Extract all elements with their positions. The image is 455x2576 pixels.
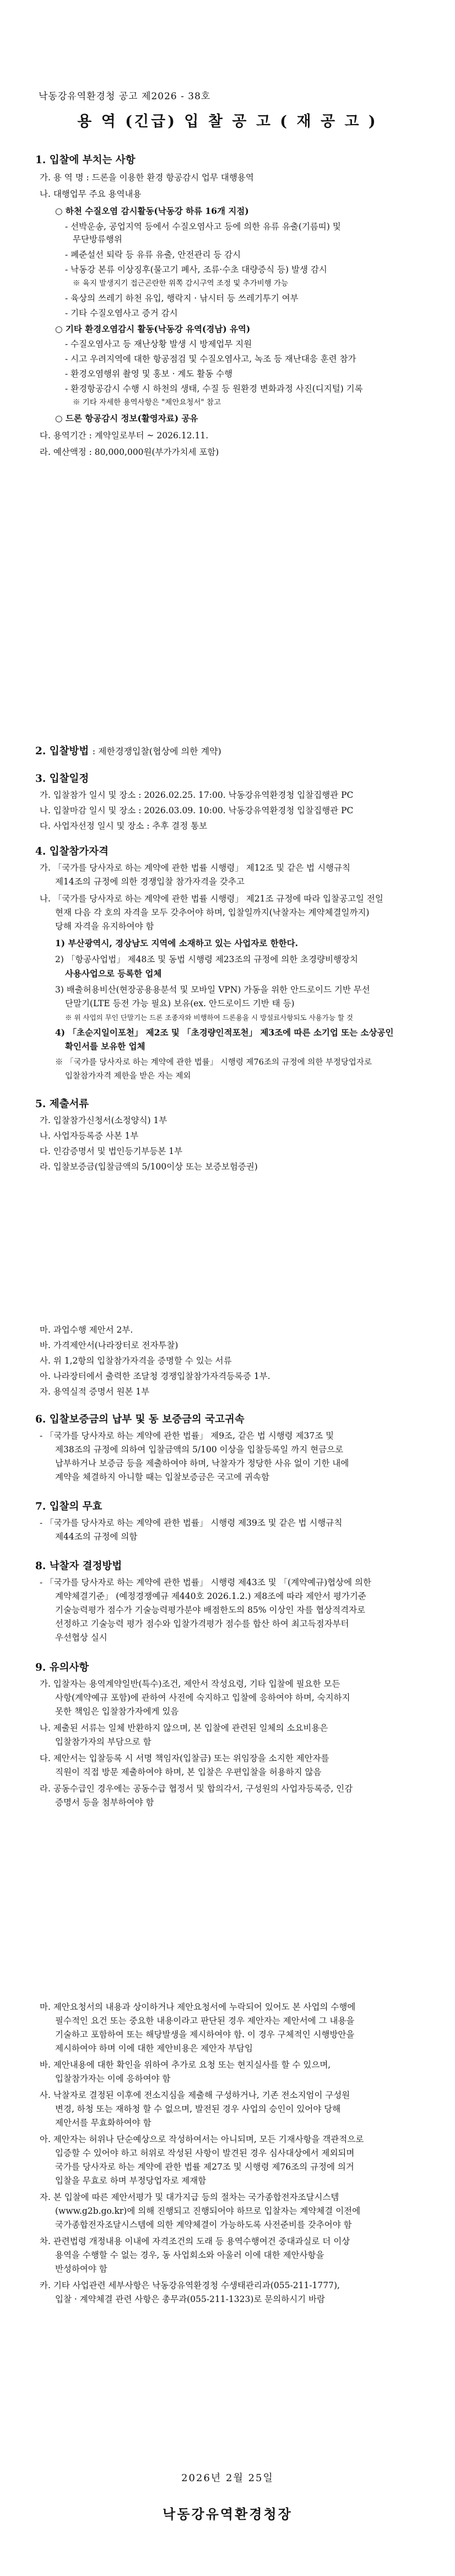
section-5-heading: 5. 제출서류 xyxy=(35,1098,89,1110)
section-7-heading: 7. 입찰의 무효 xyxy=(35,1501,102,1512)
schedule-deadline: 나. 입찰마감 일시 및 장소 : 2026.03.09. 10:00. 낙동강유역환경청 입찰집행관 PC xyxy=(40,806,354,815)
note-ga-2: 사항(계약예규 포함)에 관하여 사전에 숙지하고 입찰에 응하여야 하며, 숙지하지 xyxy=(55,1693,350,1703)
doc-ja: 자. 용역실적 증명서 원본 1부 xyxy=(40,1387,150,1397)
doc-ga: 가. 입찰참가신청서(소정양식) 1부 xyxy=(40,1115,167,1125)
deposit-line-1: - 「국가를 당사자로 하는 계약에 관한 법률」 제9조, 같은 법 시행령 제37조 및 xyxy=(40,1431,334,1441)
scope-item-1a-cont: 무단방류행위 xyxy=(73,234,122,244)
doc-da: 다. 인감증명서 및 법인등기부등본 1부 xyxy=(40,1146,183,1156)
scope-item-2a: - 수질오염사고 등 재난상황 발생 시 방제업무 지원 xyxy=(65,339,252,349)
note-ma-1: 마. 제안요청서의 내용과 상이하거나 제안요청서에 누락되어 있어도 본 사업의 수행에 xyxy=(40,2002,356,2012)
qual-note-a: ※ 「국가를 당사자로 하는 계약에 관한 법률」 시행령 제76조의 규정에 의한 부정당업자로 xyxy=(55,1058,372,1067)
doc-ma: 마. 과업수행 제안서 2부. xyxy=(40,1325,133,1335)
invalid-line-2: 제44조의 규정에 의함 xyxy=(55,1532,138,1542)
qual-na-1: 나. 「국가를 당사자로 하는 계약에 관한 법률 시행령」 제21조 규정에 따라 입찰공고일 전일 xyxy=(40,894,383,904)
note-ga-3: 못한 책임은 입찰참가자에게 있음 xyxy=(55,1706,179,1716)
section-2-heading xyxy=(35,743,221,758)
note-cha-1: 차. 관련법령 개정내용 이내에 자격조건의 도래 등 용역수행여건 중대과실로 더 이상 xyxy=(40,2236,350,2246)
note-cha-3: 반성하여야 함 xyxy=(55,2264,107,2274)
note-sa-3: 제안서를 무효화하여야 함 xyxy=(55,2118,151,2128)
qual-item-3-note: ※ 위 사업의 무인 단말기는 드론 조종자와 비행하여 드론용을 시 방설료사항되도 사용가능 할 것 xyxy=(65,1013,354,1022)
qual-ga-1: 가. 「국가를 당사자로 하는 계약에 관한 법률 시행령」 제12조 및 같은 법 시행규칙 xyxy=(40,863,350,873)
note-ra-2: 증명서 등을 첨부하여야 함 xyxy=(55,1797,154,1807)
scope-item-1c: - 낙동강 본류 이상징후(물고기 폐사, 조류·수초 대량증식 등) 발생 감시 xyxy=(65,265,327,275)
service-name: 가. 용 역 명 : 드론을 이용한 환경 항공감시 업무 대행용역 xyxy=(40,173,254,183)
note-ma-2: 필수적인 요건 또는 중요한 내용이라고 판단된 경우 제안자는 제안서에 그 내용을 xyxy=(55,2016,355,2026)
scope-item-1d: - 육상의 쓰레기 하천 유입, 행락지 · 낚시터 등 쓰레기투기 여부 xyxy=(65,293,299,303)
note-sa-1: 사. 낙찰자로 결정된 이후에 전소지심을 제출해 구성하거나, 기존 전소지엄이 구성원 xyxy=(40,2090,350,2100)
note-ja-1: 자. 본 입찰에 따른 제안서평가 및 대가지급 등의 절차는 국가종합전자조달시스템 xyxy=(40,2192,339,2202)
note-ma-3: 기술하고 포함하여 또는 해당발생을 제시하여야 함. 이 경우 구체적인 시행방안을 xyxy=(55,2030,355,2040)
note-ka-1: 카. 기타 사업관련 세부사항은 낙동강유역환경청 수생태관리과(055-211-1777), xyxy=(40,2280,340,2290)
award-line-5: 우선협상 실시 xyxy=(55,1633,107,1643)
note-da-2: 직원이 직접 방문 제출하여야 하며, 본 입찰은 우편입찰을 허용하지 않음 xyxy=(55,1767,322,1777)
qual-item-3b: 단말기(LTE 등전 가능 필요) 보유(ex. 안드로이드 기반 태 등) xyxy=(65,999,295,1008)
note-na-2: 입찰참가자의 부담으로 함 xyxy=(55,1737,151,1747)
scope-item-1c-note: ※ 육지 발생지기 접근곤란한 위쪽 감시구역 조정 및 추가비행 가능 xyxy=(73,279,289,288)
section-3-heading: 3. 입찰일정 xyxy=(35,773,89,785)
note-ja-2: (www.g2b.go.kr)에 의해 진행되고 진행되어야 하므로 입찰자는 계약체결 이전에 xyxy=(55,2206,361,2216)
qual-item-2b: 사용사업으로 등록한 업체 xyxy=(65,968,162,979)
doc-sa: 사. 위 1,2항의 입찰참가자격을 증명할 수 있는 서류 xyxy=(40,1356,232,1366)
note-ra-1: 라. 공동수급인 경우에는 공동수급 협정서 및 합의각서, 구성원의 사업자등록증, 인감 xyxy=(40,1784,353,1794)
schedule-registration: 가. 입찰참가 일시 및 장소 : 2026.02.25. 17:00. 낙동강유역환경청 입찰집행관 PC xyxy=(40,790,354,800)
note-na-1: 나. 제출된 서류는 일체 반환하지 않으며, 본 입찰에 관련된 일체의 소요비용은 xyxy=(40,1723,328,1733)
note-ga-1: 가. 입찰자는 용역계약일반(특수)조건, 제안서 작성요령, 기타 입찰에 필요한 모든 xyxy=(40,1679,340,1689)
scope-item-3: ○ 드론 항공감시 정보(활영자료) 공유 xyxy=(55,413,198,423)
scope-item-1a: - 선박운송, 공업지역 등에서 수질오염사고 등에 의한 유류 유출(기름띠) 및 xyxy=(65,222,341,232)
deposit-line-4: 계약을 체결하지 아니할 때는 입찰보증금은 국고에 귀속함 xyxy=(55,1472,269,1482)
doc-ba: 바. 가격제안서(나라장터로 전자투찰) xyxy=(40,1340,178,1350)
page-title: 용 역 (긴급) 입 찰 공 고 ( 재 공 고 ) xyxy=(77,113,378,130)
award-line-1: - 「국가를 당사자로 하는 계약에 관한 법률」 시행령 제43조 및 「(계약예규)협상에 의한 xyxy=(40,1577,371,1587)
issuer-name: 낙동강유역환경청장 xyxy=(162,2506,292,2522)
section-6-heading: 6. 입찰보증금의 납부 및 동 보증금의 국고귀속 xyxy=(35,1414,245,1425)
qual-item-2a: 2) 「항공사업법」 제48조 및 동법 시행령 제23조의 규정에 의한 초경량비행장치 xyxy=(55,954,358,964)
qual-ga-2: 제14조의 규정에 의한 경쟁입찰 참가자격을 갖추고 xyxy=(55,877,245,887)
note-da-1: 다. 제안서는 입찰등록 시 서명 책임자(입찰금) 또는 위임장을 소지한 제안자를 xyxy=(40,1753,329,1763)
notice-number: 낙동강유역환경청 공고 제2026 - 38호 xyxy=(39,91,211,102)
bid-method: : 제한경쟁입찰(협상에 의한 계약) xyxy=(92,746,221,756)
qual-item-4b: 확인서를 보유한 업체 xyxy=(65,1041,145,1051)
note-ba-2: 입찰참가자는 이에 응하여야 함 xyxy=(55,2074,171,2084)
qual-note-b: 입찰참가자격 제한을 받은 자는 제외 xyxy=(65,1072,191,1081)
qual-item-4a: 4) 「초순지일이포천」 제2조 및 「초경량인적포천」 제3조에 따른 소기업 또는 소상공인 xyxy=(55,1027,394,1038)
doc-ra: 라. 입찰보증금(입찰금액의 5/100이상 또는 보증보험증권) xyxy=(40,1162,258,1172)
scope-item-1b: - 폐준설선 퇴락 등 유류 유출, 안전관리 등 감시 xyxy=(65,250,241,260)
note-a-1: 아. 제안자는 허위나 단순예상으로 작성하여서는 아니되며, 모든 기재사항을 객관적으로 xyxy=(40,2134,364,2144)
note-ka-2: 입찰 · 계약체결 관련 사항은 총무과(055-211-1323)로 문의하시기 바람 xyxy=(55,2294,326,2304)
note-sa-2: 변경, 하청 또는 재하청 할 수 없으며, 발전된 경우 사업의 승인이 있어야 당해 xyxy=(55,2104,341,2114)
note-a-4: 입찰을 무효로 하며 부정당업자로 제재함 xyxy=(55,2176,207,2186)
note-ja-3: 국가종합전자조달시스템에 의한 계약체결이 가능하도록 사전준비를 갖추어야 함 xyxy=(55,2220,352,2230)
notice-date: 2026년 2월 25일 xyxy=(181,2472,274,2484)
scope-item-2d-note: ※ 기타 자세한 용역사항은 "제안요청서" 참고 xyxy=(73,398,221,407)
section-2-title: 2. 입찰방법 xyxy=(35,745,89,757)
note-ba-1: 바. 제안내용에 대한 확인을 위하여 추가로 요청 또는 현지실사를 할 수 있으며, xyxy=(40,2060,331,2070)
doc-a: 아. 나라장터에서 출력한 조달청 경쟁입찰참가자격등록증 1부. xyxy=(40,1371,270,1381)
qual-na-2: 현재 다음 각 호의 자격을 모두 갖추어야 하며, 입찰일까지(낙찰자는 계약체결일까지) xyxy=(55,908,370,917)
scope-item-2c: - 환경오염행위 촬영 및 홍보 · 계도 활동 수행 xyxy=(65,369,233,379)
section-4-heading: 4. 입찰참가자격 xyxy=(35,846,109,857)
scope-item-1e: - 기타 수질오염사고 증거 감시 xyxy=(65,308,178,318)
invalid-line-1: - 「국가를 당사자로 하는 계약에 관한 법률」 시행령 제39조 및 같은 법 시행규칙 xyxy=(40,1518,343,1528)
note-a-2: 입증할 수 있어야 하고 허위로 작성된 사항이 발견된 경우 심사대상에서 제외되며 xyxy=(55,2148,355,2158)
deposit-line-2: 제38조의 규정에 의하여 입찰금액의 5/100 이상을 입찰등록일 까지 현금으로 xyxy=(55,1445,344,1455)
section-8-heading: 8. 낙찰자 결정방법 xyxy=(35,1560,122,1572)
award-line-3: 기술능력평가 점수가 기술능력평가분야 배점한도의 85% 이상인 자를 협상적격자로 xyxy=(55,1605,366,1615)
doc-na: 나. 사업자등록증 사본 1부 xyxy=(40,1131,139,1141)
note-ma-4: 제시하여야 하며 이에 대한 제안비용은 제안자 부담임 xyxy=(55,2043,253,2053)
section-1-heading: 1. 입찰에 부치는 사항 xyxy=(35,154,136,166)
service-period: 다. 용역기간 : 계약일로부터 ~ 2026.12.11. xyxy=(40,431,209,441)
scope-item-1: ○ 하천 수질오염 감시활동(낙동강 하류 16개 지점) xyxy=(55,206,249,216)
qual-item-3a: 3) 배출허용비산(현장공용용분석 및 모바일 VPN) 가동을 위한 안드로이드 기반 무선 xyxy=(55,985,370,995)
scope-item-2d: - 환경항공감시 수행 시 하천의 생태, 수질 등 원환경 변화과정 사진(디지털) 기록 xyxy=(65,384,363,394)
section-9-heading: 9. 유의사항 xyxy=(35,1662,89,1673)
scope-item-2: ○ 기타 환경오염감시 활동(낙동강 유역(경남) 유역) xyxy=(55,324,251,334)
award-line-4: 선정하고 기술능력 평가 점수와 입찰가격평가 점수를 합산 하여 최고득점자부터 xyxy=(55,1619,349,1629)
qual-item-1: 1) 부산광역시, 경상남도 지역에 소재하고 있는 사업자로 한한다. xyxy=(55,938,299,948)
note-cha-2: 용역을 수행할 수 없는 경우, 동 사업회소와 아울러 이에 대한 제안사항을 xyxy=(55,2250,324,2260)
schedule-selection: 다. 사업자선정 일시 및 장소 : 추후 결정 통보 xyxy=(40,821,208,831)
award-line-2: 계약체결기준」 (예정경쟁예규 제440호 2026.1.2.) 제8조에 따라 제안서 평가기준 xyxy=(55,1591,366,1601)
scope-item-2b: - 시고 우려지역에 대한 항공점검 및 수질오염사고, 녹조 등 재난대응 훈련 참가 xyxy=(65,354,356,364)
qual-na-3: 당해 자격을 유지하여야 함 xyxy=(55,921,154,931)
note-a-3: 국가를 당사자로 하는 계약에 관한 법률 제27조 및 시행령 제76조의 규정에 의거 xyxy=(55,2162,354,2172)
deposit-line-3: 납부하거나 보증금 등을 제출하여야 하며, 낙찰자가 정당한 사유 없이 기한 내에 xyxy=(55,1458,349,1468)
service-budget: 라. 예산액정 : 80,000,000원(부가가치세 포함) xyxy=(40,447,219,457)
service-scope-label: 나. 대행업무 주요 용역내용 xyxy=(40,189,142,199)
